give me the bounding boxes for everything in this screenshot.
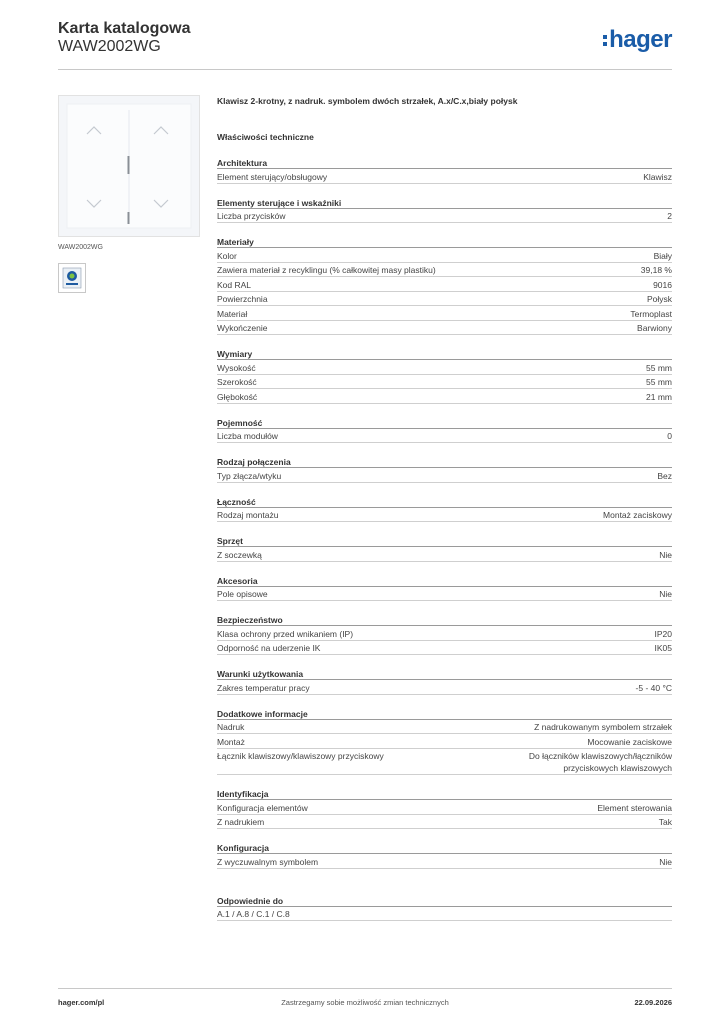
spec-value: Nie — [659, 856, 672, 867]
spec-section — [217, 496, 672, 523]
footer-disclaimer: Zastrzegamy sobie możliwość zmian technicznych — [281, 998, 449, 1007]
spec-value: Bez — [657, 470, 672, 481]
spec-row — [217, 800, 672, 815]
spec-label: Zawiera materiał z recyklingu (% całkowitej masy plastiku) — [217, 265, 436, 275]
spec-section — [217, 708, 672, 776]
spec-row — [217, 429, 672, 444]
spec-row — [217, 641, 672, 656]
eco-label-icon — [58, 263, 86, 293]
spec-label: Kod RAL — [217, 279, 252, 290]
product-code: WAW2002WG — [58, 38, 161, 55]
spec-label: Klasa ochrony przed wnikaniem (IP) — [217, 628, 354, 639]
product-image — [58, 95, 200, 237]
spec-label: Liczba przycisków — [217, 211, 286, 221]
spec-label: Z soczewką — [217, 549, 262, 560]
spec-section — [217, 348, 672, 404]
spec-value: 21 mm — [646, 391, 672, 402]
spec-label: Z wyczuwalnym symbolem — [217, 856, 319, 867]
spec-label: Konfiguracja elementów — [217, 802, 308, 813]
spec-label: Rodzaj montażu — [217, 510, 279, 520]
spec-row — [217, 547, 672, 562]
section-title: Materiały — [217, 236, 672, 248]
hager-logo — [603, 26, 672, 54]
spec-label: Materiał — [217, 308, 248, 319]
spec-row — [217, 292, 672, 307]
section-title: Pojemność — [217, 417, 672, 429]
section-title: Akcesoria — [217, 575, 672, 587]
spec-section — [217, 788, 672, 829]
logo-dots-icon — [603, 35, 607, 46]
page-header — [58, 20, 672, 70]
product-description: Klawisz 2-krotny, z nadruk. symbolem dwóch strzałek, A.x/C.x,biały połysk — [217, 96, 518, 106]
spec-row — [217, 468, 672, 483]
spec-value: Nie — [659, 549, 672, 560]
spec-label: Pole opisowe — [217, 589, 268, 599]
section-title: Bezpieczeństwo — [217, 614, 672, 626]
spec-label: Element sterujący/obsługowy — [217, 171, 328, 182]
spec-section — [217, 417, 672, 444]
spec-value: IK05 — [654, 643, 672, 653]
spec-value: 55 mm — [646, 362, 672, 373]
spec-label: Typ złącza/wtyku — [217, 470, 282, 481]
spec-row — [217, 854, 672, 869]
spec-section — [217, 842, 672, 869]
spec-value: 2 — [667, 211, 672, 221]
spec-row — [217, 907, 672, 922]
spec-section — [217, 575, 672, 602]
spec-row — [217, 508, 672, 523]
spec-value: IP20 — [654, 628, 672, 639]
spec-label: Montaż — [217, 736, 245, 747]
image-caption: WAW2002WG — [58, 244, 103, 251]
spec-value: Tak — [658, 817, 672, 827]
spec-row — [217, 263, 672, 278]
spec-label: Kolor — [217, 250, 237, 261]
spec-value: Barwiony — [637, 323, 672, 333]
spec-label: Łącznik klawiszowy/klawiszowy przyciskowy — [217, 751, 384, 761]
spec-label: Wykończenie — [217, 323, 268, 333]
spec-row — [217, 680, 672, 695]
spec-value: 0 — [667, 431, 672, 441]
spec-label: A.1 / A.8 / C.1 / C.8 — [217, 909, 290, 919]
document-title: Karta katalogowa — [58, 20, 191, 37]
section-title: Dodatkowe informacje — [217, 708, 672, 720]
section-title: Elementy sterujące i wskaźniki — [217, 197, 672, 209]
spec-section — [217, 535, 672, 562]
spec-row — [217, 389, 672, 404]
spec-value: Klawisz — [643, 171, 672, 182]
section-title: Warunki użytkowania — [217, 668, 672, 680]
spec-label: Nadruk — [217, 722, 245, 732]
footer-divider — [58, 988, 672, 989]
spec-section — [217, 236, 672, 335]
spec-label: Wysokość — [217, 362, 256, 373]
spec-row — [217, 626, 672, 641]
spec-value: 39,18 % — [640, 265, 672, 275]
technical-properties-title: Właściwości techniczne — [217, 132, 314, 142]
section-title: Architektura — [217, 157, 672, 169]
spec-section — [217, 197, 672, 224]
spec-value: Biały — [653, 250, 672, 261]
spec-value: Element sterowania — [597, 802, 672, 813]
section-title: Sprzęt — [217, 535, 672, 547]
logo-text: hager — [609, 26, 672, 53]
spec-value: 9016 — [653, 279, 672, 290]
spec-label: Odporność na uderzenie IK — [217, 643, 321, 653]
spec-section — [217, 456, 672, 483]
spec-row — [217, 248, 672, 263]
spec-section — [217, 668, 672, 695]
page-footer — [58, 994, 672, 1010]
spec-label: Powierzchnia — [217, 294, 268, 304]
spec-row — [217, 734, 672, 749]
section-title: Odpowiednie do — [217, 895, 672, 907]
spec-label: Głębokość — [217, 391, 258, 402]
spec-row — [217, 815, 672, 830]
spec-row — [217, 277, 672, 292]
spec-row — [217, 360, 672, 375]
spec-value: 55 mm — [646, 377, 672, 387]
spec-section — [217, 157, 672, 184]
spec-label: Liczba modułów — [217, 431, 278, 441]
spec-label: Zakres temperatur pracy — [217, 682, 310, 693]
section-title: Łączność — [217, 496, 672, 508]
spec-value: -5 - 40 °C — [635, 682, 672, 693]
spec-row — [217, 209, 672, 224]
spec-section — [217, 614, 672, 655]
spec-label: Z nadrukiem — [217, 817, 265, 827]
section-title: Rodzaj połączenia — [217, 456, 672, 468]
spec-row — [217, 587, 672, 602]
sections-list — [217, 157, 672, 921]
spec-value: Nie — [659, 589, 672, 599]
double-rocker-switch-icon — [59, 96, 199, 236]
footer-date: 22.09.2026 — [634, 998, 672, 1007]
spec-row — [217, 375, 672, 390]
spec-value: Montaż zaciskowy — [603, 510, 672, 520]
footer-website-link[interactable]: hager.com/pl — [58, 998, 105, 1007]
spec-value: Termoplast — [630, 308, 672, 319]
spec-row — [217, 749, 672, 776]
technical-data-sheet — [217, 95, 672, 921]
spec-value: Z nadrukowanym symbolem strzałek — [534, 722, 672, 732]
spec-value: Do łączników klawiszowych/łączników przyciskowych klawiszowych — [528, 751, 672, 773]
spec-value: Połysk — [646, 294, 672, 304]
spec-label: Szerokość — [217, 377, 257, 387]
section-title: Konfiguracja — [217, 842, 672, 854]
spec-section — [217, 895, 672, 922]
spec-row — [217, 321, 672, 336]
section-title: Identyfikacja — [217, 788, 672, 800]
spec-value: Mocowanie zaciskowe — [587, 736, 672, 747]
spec-row — [217, 169, 672, 184]
section-title: Wymiary — [217, 348, 672, 360]
spec-row — [217, 720, 672, 735]
spec-row — [217, 306, 672, 321]
